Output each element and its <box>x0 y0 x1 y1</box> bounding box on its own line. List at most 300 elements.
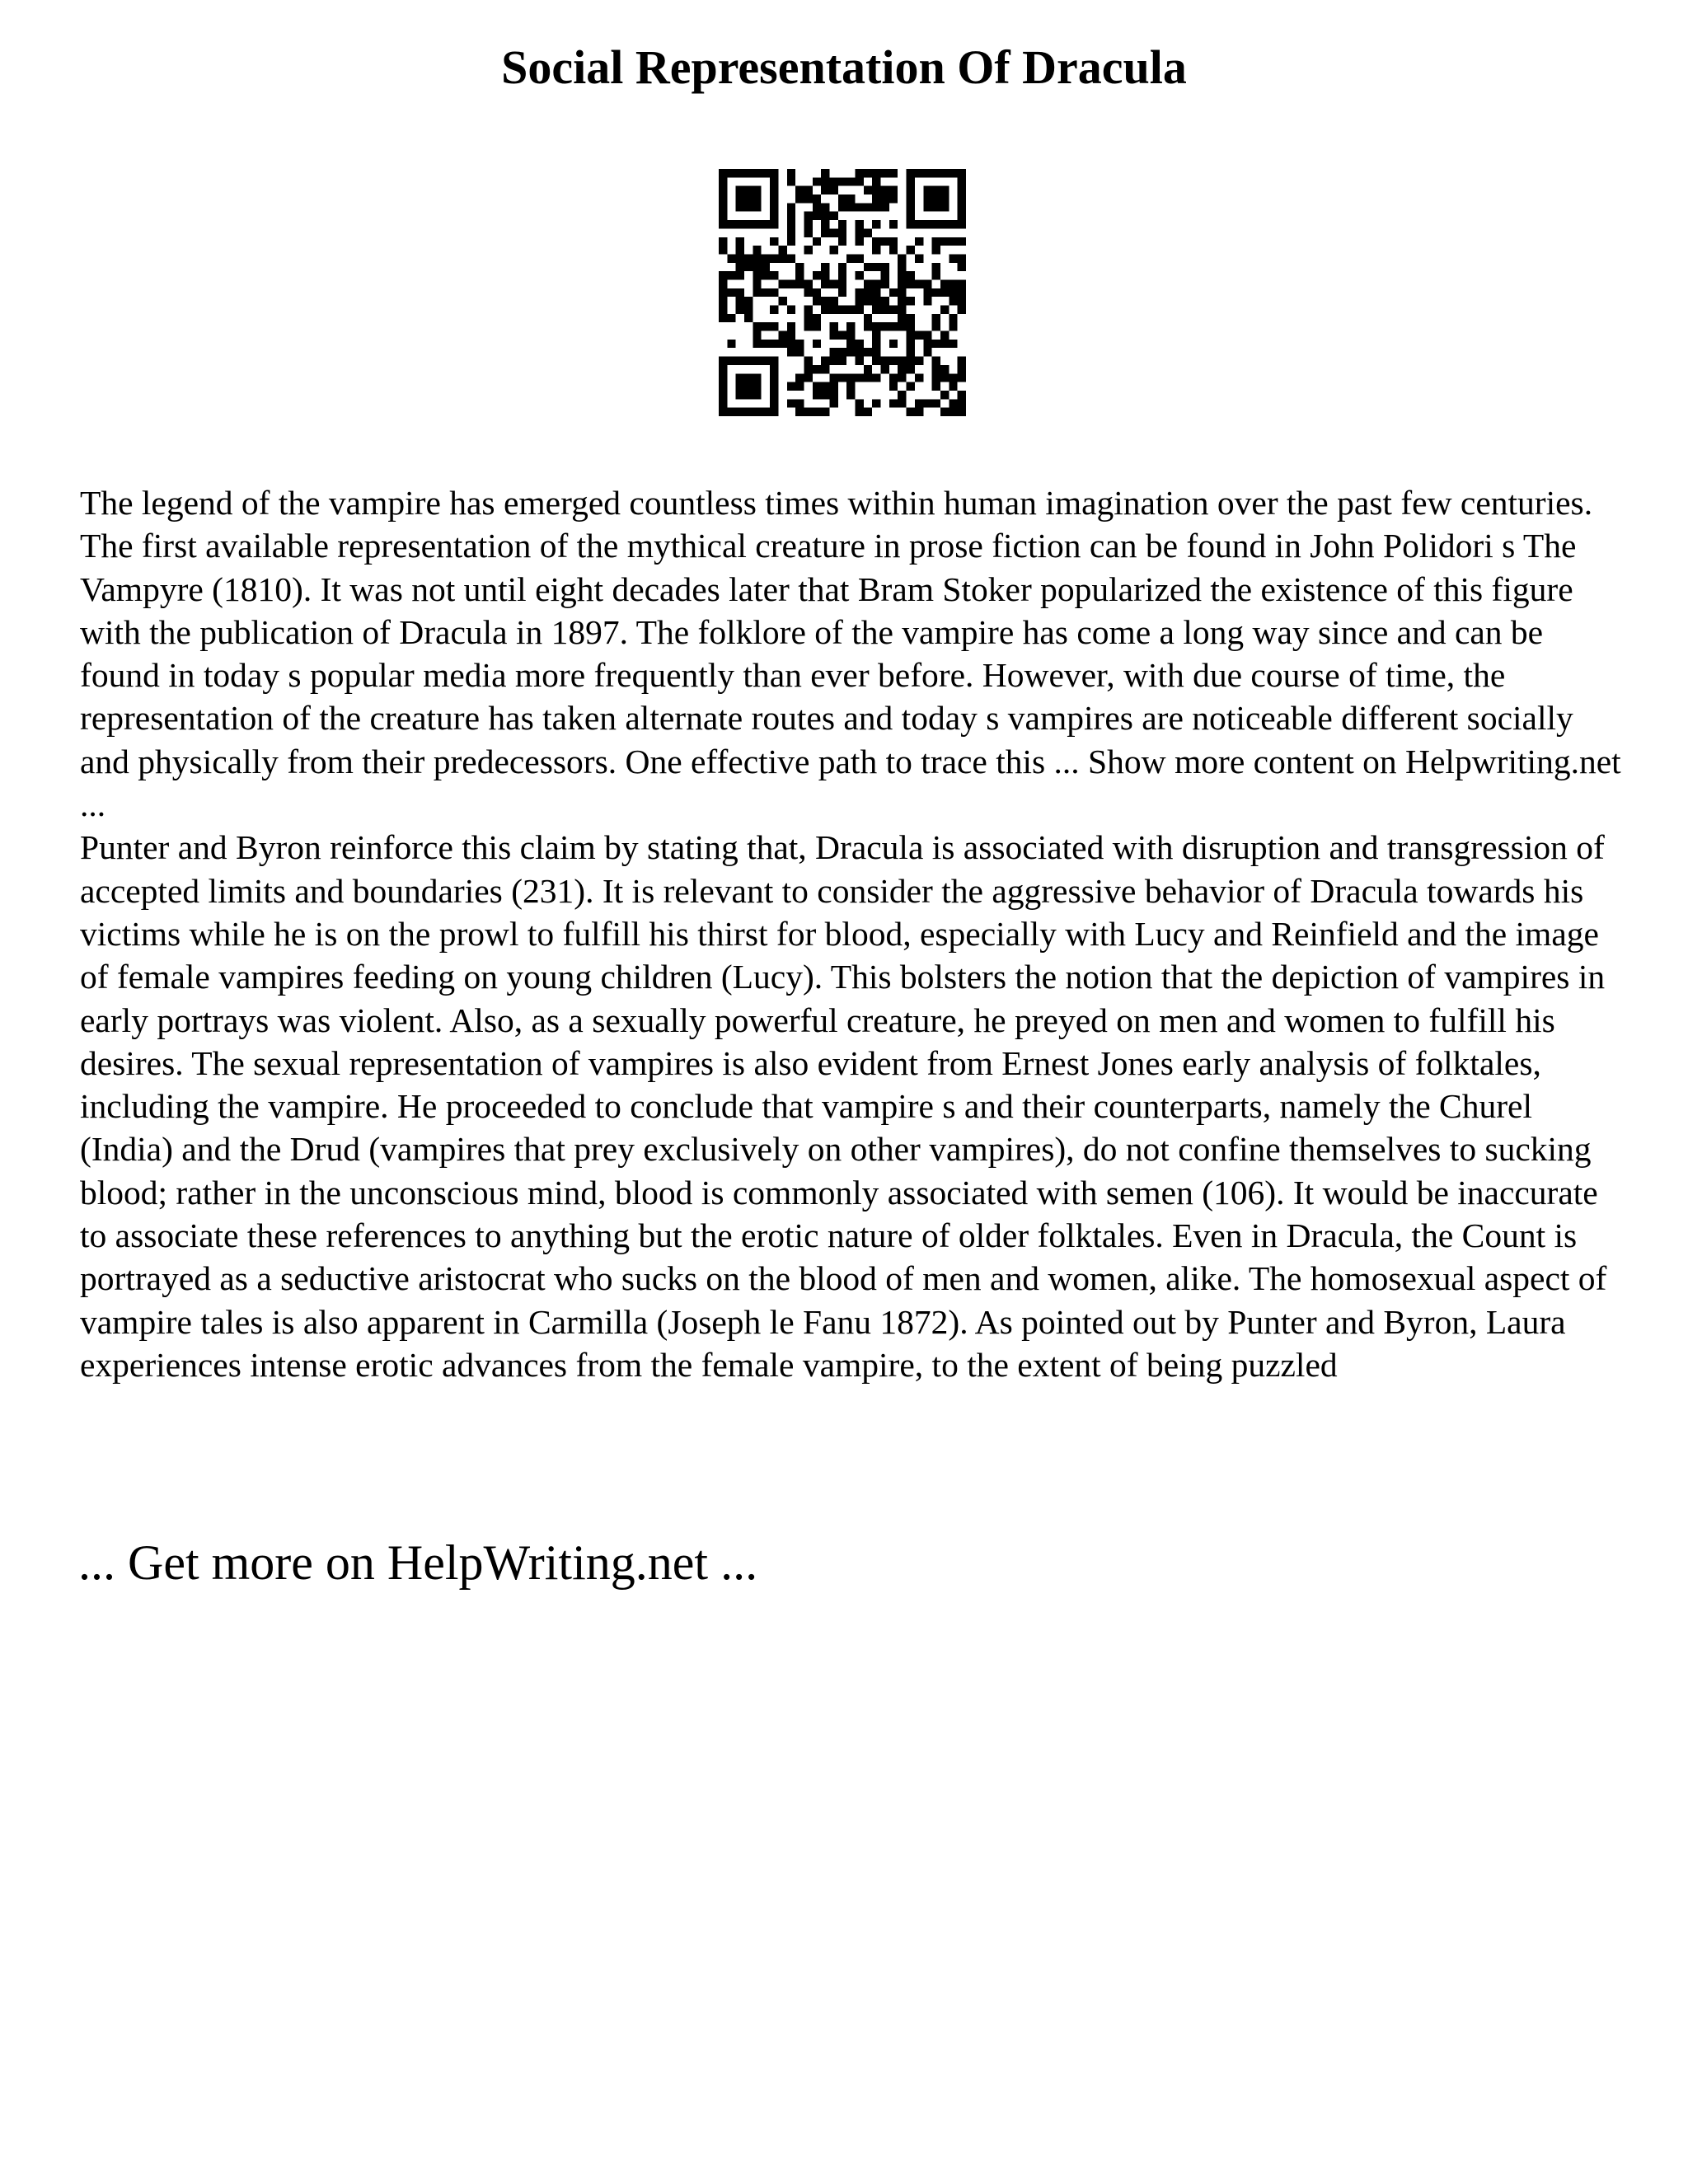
qr-module <box>949 382 957 391</box>
qr-module <box>770 212 778 220</box>
qr-module <box>898 306 906 314</box>
qr-module <box>770 254 778 262</box>
qr-module <box>813 340 821 348</box>
qr-module <box>813 382 821 391</box>
qr-module <box>864 297 872 305</box>
qr-module <box>838 263 846 271</box>
qr-module <box>719 271 727 279</box>
qr-module <box>795 373 804 382</box>
qr-module <box>932 246 940 254</box>
qr-module <box>753 186 761 194</box>
qr-module <box>932 220 940 228</box>
qr-module <box>736 203 744 211</box>
qr-module <box>907 246 915 254</box>
qr-module <box>719 288 727 297</box>
qr-module <box>940 194 949 203</box>
qr-module <box>753 340 761 348</box>
qr-module <box>719 391 727 399</box>
qr-module <box>907 212 915 220</box>
qr-module <box>923 169 931 177</box>
qr-module <box>804 373 812 382</box>
qr-module <box>821 297 829 305</box>
qr-module <box>864 373 872 382</box>
qr-module <box>838 194 846 203</box>
qr-module <box>864 228 872 237</box>
qr-module <box>940 340 949 348</box>
qr-module <box>958 186 966 194</box>
qr-module <box>949 408 957 416</box>
qr-module <box>846 382 855 391</box>
qr-module <box>804 212 812 220</box>
qr-module <box>940 186 949 194</box>
qr-module <box>940 279 949 288</box>
qr-module <box>872 186 880 194</box>
qr-module <box>958 237 966 246</box>
qr-module <box>898 399 906 407</box>
qr-module <box>932 373 940 382</box>
qr-module <box>872 288 880 297</box>
qr-module <box>915 331 923 340</box>
qr-module <box>898 322 906 330</box>
qr-module <box>787 169 795 177</box>
qr-module <box>778 246 786 254</box>
qr-module <box>778 331 786 340</box>
qr-module <box>864 186 872 194</box>
qr-module <box>846 203 855 211</box>
qr-module <box>744 391 753 399</box>
qr-module <box>804 365 812 373</box>
qr-module <box>829 306 837 314</box>
qr-module <box>915 169 923 177</box>
qr-module <box>881 357 889 365</box>
qr-module <box>787 254 795 262</box>
qr-module <box>898 297 906 305</box>
qr-module <box>958 220 966 228</box>
qr-module <box>932 194 940 203</box>
qr-module <box>872 263 880 271</box>
qr-module <box>804 194 812 203</box>
qr-module <box>923 186 931 194</box>
qr-module <box>787 340 795 348</box>
qr-module <box>864 314 872 322</box>
qr-module <box>821 365 829 373</box>
qr-module <box>744 186 753 194</box>
qr-module <box>753 169 761 177</box>
qr-module <box>821 186 829 194</box>
qr-module <box>958 203 966 211</box>
qr-module <box>744 297 753 305</box>
qr-module <box>719 203 727 211</box>
qr-module <box>821 169 829 177</box>
qr-module <box>744 314 753 322</box>
qr-module <box>736 169 744 177</box>
qr-module <box>940 373 949 382</box>
qr-module <box>881 271 889 279</box>
qr-module <box>872 169 880 177</box>
qr-module <box>898 357 906 365</box>
qr-module <box>856 177 864 185</box>
qr-module <box>872 357 880 365</box>
qr-module <box>889 220 898 228</box>
qr-module <box>727 254 735 262</box>
qr-module <box>744 263 753 271</box>
qr-module <box>770 399 778 407</box>
qr-module <box>753 391 761 399</box>
qr-module <box>753 357 761 365</box>
qr-module <box>813 194 821 203</box>
qr-module <box>821 271 829 279</box>
paragraph-intro: The legend of the vampire has emerged countless times within human imagination over the past few centuries. The first available representation of the mythical creature in prose fiction can be found in John Polidori s The Vampyre (1810). It was not until eight decades later that Bram Stoker popularized the existence of this figure with the publication of Dracula in 1897. The folklore of the vampire has come a long way since and can be found in today s popular media more frequently than ever before. However, with due course of time, the representation of the creature has taken alternate routes and today s vampires are noticeable different socially and physically from their predecessors. One effective path to trace this ... Show more content on Helpwriting.net ... <box>80 484 1621 824</box>
qr-module <box>949 322 957 330</box>
qr-module <box>736 297 744 305</box>
qr-module <box>915 357 923 365</box>
qr-module <box>915 399 923 407</box>
qr-module <box>744 373 753 382</box>
qr-module <box>949 297 957 305</box>
qr-module <box>795 340 804 348</box>
qr-module <box>787 237 795 246</box>
qr-module <box>762 169 770 177</box>
qr-module <box>856 297 864 305</box>
qr-module <box>719 237 727 246</box>
qr-module <box>727 220 735 228</box>
qr-module <box>770 340 778 348</box>
qr-module <box>881 237 889 246</box>
qr-module <box>838 279 846 288</box>
qr-module <box>864 348 872 356</box>
qr-module <box>770 365 778 373</box>
qr-module <box>838 348 846 356</box>
qr-module <box>940 365 949 373</box>
qr-module <box>932 365 940 373</box>
qr-module <box>940 220 949 228</box>
qr-module <box>940 169 949 177</box>
qr-module <box>804 306 812 314</box>
qr-module <box>744 408 753 416</box>
qr-module <box>821 177 829 185</box>
qr-module <box>762 254 770 262</box>
qr-module <box>864 288 872 297</box>
qr-module <box>856 203 864 211</box>
qr-module <box>829 177 837 185</box>
qr-module <box>932 357 940 365</box>
qr-module <box>744 194 753 203</box>
qr-module <box>958 297 966 305</box>
qr-module <box>727 169 735 177</box>
qr-module <box>795 279 804 288</box>
qr-module <box>813 297 821 305</box>
qr-module <box>787 228 795 237</box>
qr-module <box>889 399 898 407</box>
qr-module <box>753 263 761 271</box>
qr-module <box>889 322 898 330</box>
qr-module <box>881 263 889 271</box>
qr-module <box>856 399 864 407</box>
qr-module <box>846 322 855 330</box>
qr-module <box>787 382 795 391</box>
qr-module <box>770 391 778 399</box>
qr-module <box>898 254 906 262</box>
qr-module <box>872 331 880 340</box>
qr-module <box>889 169 898 177</box>
qr-module <box>719 177 727 185</box>
qr-module <box>719 373 727 382</box>
qr-module <box>949 254 957 262</box>
qr-module <box>958 288 966 297</box>
qr-module <box>736 288 744 297</box>
qr-module <box>770 220 778 228</box>
qr-module <box>829 246 837 254</box>
qr-module <box>898 279 906 288</box>
qr-module <box>923 220 931 228</box>
qr-module <box>949 373 957 382</box>
qr-module <box>736 246 744 254</box>
qr-module <box>770 237 778 246</box>
qr-module <box>856 357 864 365</box>
qr-module <box>923 194 931 203</box>
qr-module <box>736 306 744 314</box>
qr-module <box>787 306 795 314</box>
qr-module <box>813 177 821 185</box>
qr-module <box>838 331 846 340</box>
qr-module <box>778 254 786 262</box>
qr-module <box>744 169 753 177</box>
qr-module <box>898 288 906 297</box>
qr-module <box>915 237 923 246</box>
qr-module <box>907 220 915 228</box>
qr-module <box>736 391 744 399</box>
qr-module <box>762 288 770 297</box>
qr-module <box>770 169 778 177</box>
qr-module <box>838 357 846 365</box>
qr-module <box>958 177 966 185</box>
qr-module <box>923 288 931 297</box>
qr-module <box>778 279 786 288</box>
paragraph-analysis: Punter and Byron reinforce this claim by stating that, Dracula is associated with disruption and transgression of accepted limits and boundaries (231). It is relevant to consider the aggressive behavior of Dracula towards his victims while he is on the prowl to fulfill his thirst for blood, especially with Lucy and Reinfield and the image of female vampires feeding on young children (Lucy). This bolsters the notion that the depiction of vampires in early portrays was violent. Also, as a sexually powerful creature, he preyed on men and women to fulfill his desires. The sexual representation of vampires is also evident from Ernest Jones early analysis of folktales, including the vampire. He proceeded to conclude that vampire s and their counterparts, namely the Churel (India) and the Drud (vampires that prey exclusively on other vampires), do not confine themselves to sucking blood; rather in the unconscious mind, blood is commonly associated with semen (106). It would be inaccurate to associate these references to anything but the erotic nature of older folktales. Even in Dracula, the Count is portrayed as a seductive aristocrat who sucks on the blood of men and women, alike. The homosexual aspect of vampire tales is also apparent in Carmilla (Joseph le Fanu 1872). As pointed out by Punter and Byron, Laura experiences intense erotic advances from the female vampire, to the extent of being puzzled <box>80 828 1607 1384</box>
qr-module <box>907 322 915 330</box>
qr-module <box>787 212 795 220</box>
qr-module <box>727 314 735 322</box>
qr-module <box>804 322 812 330</box>
qr-module <box>856 228 864 237</box>
qr-module <box>744 203 753 211</box>
qr-module <box>753 322 761 330</box>
qr-module <box>907 271 915 279</box>
qr-module <box>813 314 821 322</box>
qr-module <box>736 254 744 262</box>
qr-module <box>770 322 778 330</box>
get-more-link[interactable]: ... Get more on HelpWriting.net ... <box>78 1535 758 1590</box>
qr-module <box>795 271 804 279</box>
qr-module <box>813 408 821 416</box>
qr-module <box>787 399 795 407</box>
qr-module <box>744 254 753 262</box>
qr-module <box>753 382 761 391</box>
qr-module <box>744 357 753 365</box>
qr-module <box>829 357 837 365</box>
qr-module <box>907 357 915 365</box>
qr-module <box>838 237 846 246</box>
qr-module <box>719 246 727 254</box>
qr-module <box>898 391 906 399</box>
qr-module <box>889 306 898 314</box>
qr-module <box>898 271 906 279</box>
qr-module <box>778 340 786 348</box>
qr-module <box>907 169 915 177</box>
qr-module <box>719 408 727 416</box>
qr-module <box>770 271 778 279</box>
qr-module <box>898 365 906 373</box>
qr-module <box>889 288 898 297</box>
qr-module <box>821 382 829 391</box>
qr-module <box>846 254 855 262</box>
qr-module <box>932 263 940 271</box>
qr-module <box>940 331 949 340</box>
qr-module <box>821 228 829 237</box>
qr-module <box>872 203 880 211</box>
qr-module <box>958 399 966 407</box>
qr-module <box>898 263 906 271</box>
qr-module <box>846 194 855 203</box>
qr-module <box>949 399 957 407</box>
qr-module <box>932 271 940 279</box>
qr-module <box>846 348 855 356</box>
qr-module <box>915 254 923 262</box>
qr-module <box>804 408 812 416</box>
qr-module <box>753 220 761 228</box>
qr-module <box>719 314 727 322</box>
qr-module <box>736 408 744 416</box>
qr-module <box>846 331 855 340</box>
qr-module <box>856 254 864 262</box>
qr-module <box>829 228 837 237</box>
qr-module <box>829 212 837 220</box>
qr-module <box>736 194 744 203</box>
qr-module <box>804 246 812 254</box>
qr-module <box>872 194 880 203</box>
qr-module <box>907 186 915 194</box>
qr-module <box>770 373 778 382</box>
qr-module <box>864 408 872 416</box>
qr-module <box>753 271 761 279</box>
qr-module <box>907 177 915 185</box>
qr-module <box>940 408 949 416</box>
qr-module <box>864 322 872 330</box>
qr-module <box>753 194 761 203</box>
qr-module <box>753 408 761 416</box>
qr-module <box>770 357 778 365</box>
qr-module <box>813 365 821 373</box>
qr-module <box>923 348 931 356</box>
qr-module <box>907 297 915 305</box>
qr-module <box>829 391 837 399</box>
qr-module <box>838 203 846 211</box>
qr-module <box>932 322 940 330</box>
qr-module <box>736 373 744 382</box>
qr-module <box>872 340 880 348</box>
qr-module <box>736 220 744 228</box>
qr-module <box>829 186 837 194</box>
qr-module <box>940 306 949 314</box>
qr-module <box>727 271 735 279</box>
qr-module <box>804 288 812 297</box>
qr-module <box>744 220 753 228</box>
qr-module <box>923 297 931 305</box>
qr-module <box>889 357 898 365</box>
qr-module <box>923 279 931 288</box>
qr-module <box>821 306 829 314</box>
qr-module <box>932 288 940 297</box>
qr-module <box>829 348 837 356</box>
qr-module <box>821 279 829 288</box>
qr-module <box>907 314 915 322</box>
page-title: Social Representation Of Dracula <box>501 40 1187 94</box>
qr-module <box>949 237 957 246</box>
qr-module <box>907 203 915 211</box>
qr-module <box>787 348 795 356</box>
qr-module <box>736 271 744 279</box>
qr-module <box>719 357 727 365</box>
qr-module <box>872 297 880 305</box>
qr-module <box>864 279 872 288</box>
qr-module <box>907 331 915 340</box>
qr-module <box>856 220 864 228</box>
qr-module <box>958 254 966 262</box>
qr-module <box>821 203 829 211</box>
qr-module <box>923 203 931 211</box>
qr-module <box>881 365 889 373</box>
qr-module <box>804 314 812 322</box>
qr-module <box>762 340 770 348</box>
qr-module <box>719 212 727 220</box>
qr-module <box>881 279 889 288</box>
qr-module <box>762 220 770 228</box>
qr-module <box>829 322 837 330</box>
qr-module <box>923 331 931 340</box>
qr-module <box>719 279 727 288</box>
qr-module <box>804 228 812 237</box>
qr-module <box>813 288 821 297</box>
qr-module <box>856 408 864 416</box>
qr-module <box>889 246 898 254</box>
qr-module <box>753 373 761 382</box>
qr-module <box>727 340 735 348</box>
qr-module <box>829 399 837 407</box>
qr-module <box>958 194 966 203</box>
qr-module <box>881 297 889 305</box>
qr-module <box>907 279 915 288</box>
article-body <box>80 481 1629 1386</box>
qr-module <box>846 340 855 348</box>
qr-module <box>864 263 872 271</box>
qr-module <box>932 186 940 194</box>
qr-module <box>881 194 889 203</box>
qr-module <box>856 288 864 297</box>
qr-module <box>915 373 923 382</box>
qr-module <box>787 331 795 340</box>
qr-module <box>719 297 727 305</box>
qr-module <box>856 306 864 314</box>
qr-module <box>940 391 949 399</box>
qr-module <box>856 348 864 356</box>
qr-module <box>787 203 795 211</box>
qr-module <box>762 263 770 271</box>
qr-module <box>821 212 829 220</box>
qr-module <box>770 186 778 194</box>
qr-module <box>898 314 906 322</box>
qr-module <box>872 373 880 382</box>
qr-module <box>719 365 727 373</box>
